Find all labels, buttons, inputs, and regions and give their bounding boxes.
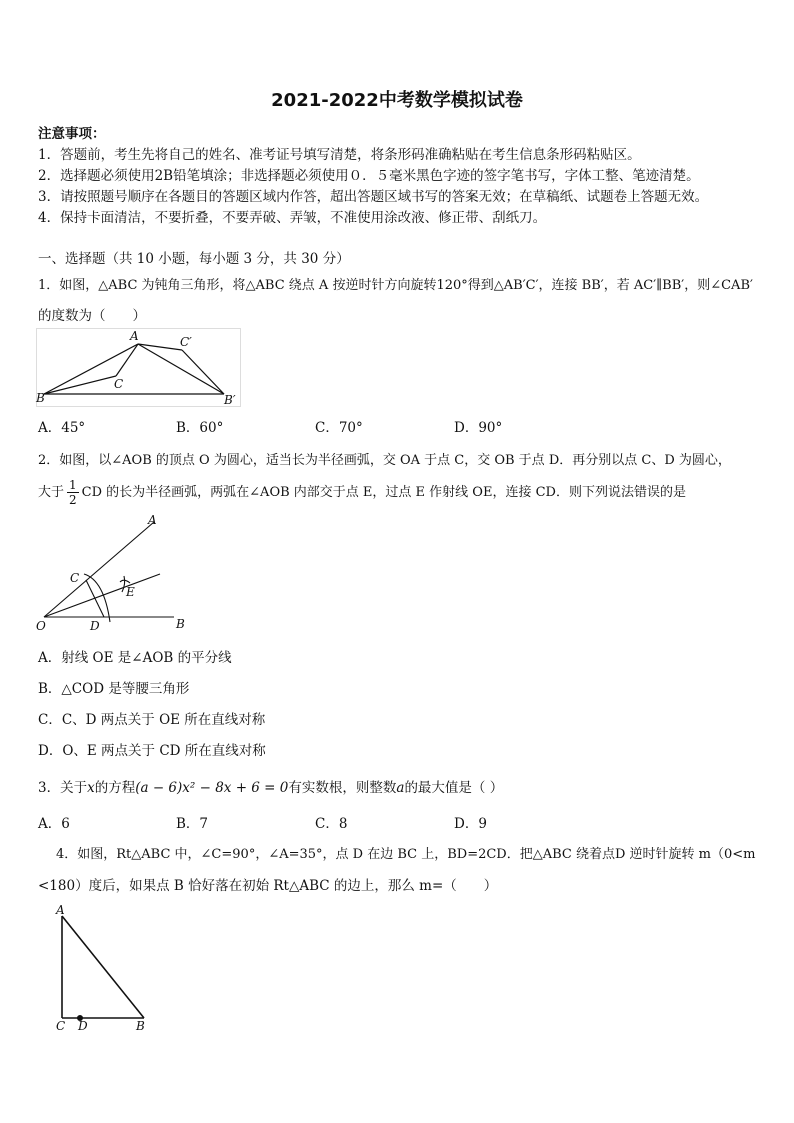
q2-option-a: A．射线 OE 是∠AOB 的平分线 [38,650,232,666]
q4-label-C: C [56,1019,66,1033]
q4-label-A: A [56,903,65,917]
q3-option-d: D．9 [454,816,487,832]
q2-fraction-numerator: 1 [69,478,77,492]
notice-item-1: 1．答题前，考生先将自己的姓名、准考证号填写清楚，将条形码准确粘贴在考生信息条形码粘贴区。 [38,147,641,163]
q3-stem [38,776,503,796]
q4-stem-line1: 4．如图，Rt△ABC 中，∠C=90°，∠A=35°，点 D 在边 BC 上，BD=2CD．把△ABC 绕着点D 逆时针旋转 m（0<m [56,847,756,862]
q2-fraction [67,478,79,507]
q4-figure [50,902,160,1034]
q1-label-Cprime: C′ [180,335,192,349]
q3-equation: (a − 6)x² − 8x + 6 = 0 [135,780,289,796]
notice-item-3: 3．请按照题号顺序在各题目的答题区域内作答，超出答题区域书写的答案无效；在草稿纸、试题卷上答题无效。 [38,189,709,205]
q1-option-b: B．60° [176,420,224,436]
section-heading: 一、选择题（共 10 小题，每小题 3 分，共 30 分） [38,251,350,267]
q4-label-B: B [136,1019,145,1033]
q1-label-B: B [36,391,45,405]
q4-stem-line2: <180）度后，如果点 B 恰好落在初始 Rt△ABC 的边上，那么 m=（ ） [38,878,498,894]
q2-option-d: D．O、E 两点关于 CD 所在直线对称 [38,743,266,759]
q2-figure [34,512,194,636]
q1-stem-line2: 的度数为（ ） [38,308,146,324]
q2-label-E: E [126,585,135,599]
q1-label-Bprime: B′ [224,393,236,407]
q1-label-C: C [114,377,124,391]
notice-heading: 注意事项： [38,126,106,142]
q3-stem-mid: 的方程 [94,780,136,796]
notice-item-2: 2．选择题必须使用2B铅笔填涂；非选择题必须使用０．５毫米黑色字迹的签字笔书写，字体工整、笔迹清楚。 [38,168,700,184]
q3-stem-post: 有实数根，则整数 [288,780,397,796]
q1-figure [36,328,242,408]
q3-stem-pre: 3．关于 [38,780,88,796]
page-title: 2021-2022中考数学模拟试卷 [271,90,523,111]
q2-stem-pre: 大于 [38,485,65,500]
q2-stem-post: CD 的长为半径画弧，两弧在∠AOB 内部交于点 E，过点 E 作射线 OE，连接 CD．则下列说法错误的是 [81,485,686,500]
q2-option-c: C．C、D 两点关于 OE 所在直线对称 [38,712,266,728]
q3-var-x: x [87,780,95,796]
q1-option-d: D．90° [454,420,503,436]
notice-item-4: 4．保持卡面清洁，不要折叠，不要弄破、弄皱，不准使用涂改液、修正带、刮纸刀。 [38,210,547,226]
q2-label-D: D [90,619,100,633]
q3-stem-end: 的最大值是（ ） [404,780,504,796]
q1-option-a: A．45° [38,420,86,436]
q2-option-b: B．△COD 是等腰三角形 [38,681,190,697]
q2-stem-line1: 2．如图，以∠AOB 的顶点 O 为圆心，适当长为半径画弧，交 OA 于点 C，交 OB 于点 D．再分别以点 C、D 为圆心， [38,453,731,468]
q2-fraction-denominator: 2 [69,493,77,507]
q3-var-a: a [396,780,405,796]
q2-stem-line2 [38,478,686,507]
q1-stem-line1: 1．如图，△ABC 为钝角三角形，将△ABC 绕点 A 按逆时针方向旋转120°得到△AB′C′，连接 BB′，若 AC′∥BB′，则∠CAB′ [38,278,753,293]
q3-option-c: C．8 [315,816,348,832]
q4-label-D: D [78,1019,88,1033]
q2-label-A: A [148,513,157,527]
q2-label-O: O [36,619,46,633]
q2-label-C: C [70,571,80,585]
q2-label-B: B [176,617,185,631]
q3-option-b: B．7 [176,816,209,832]
q1-label-A: A [130,329,139,343]
q1-option-c: C．70° [315,420,363,436]
q3-option-a: A．6 [38,816,70,832]
